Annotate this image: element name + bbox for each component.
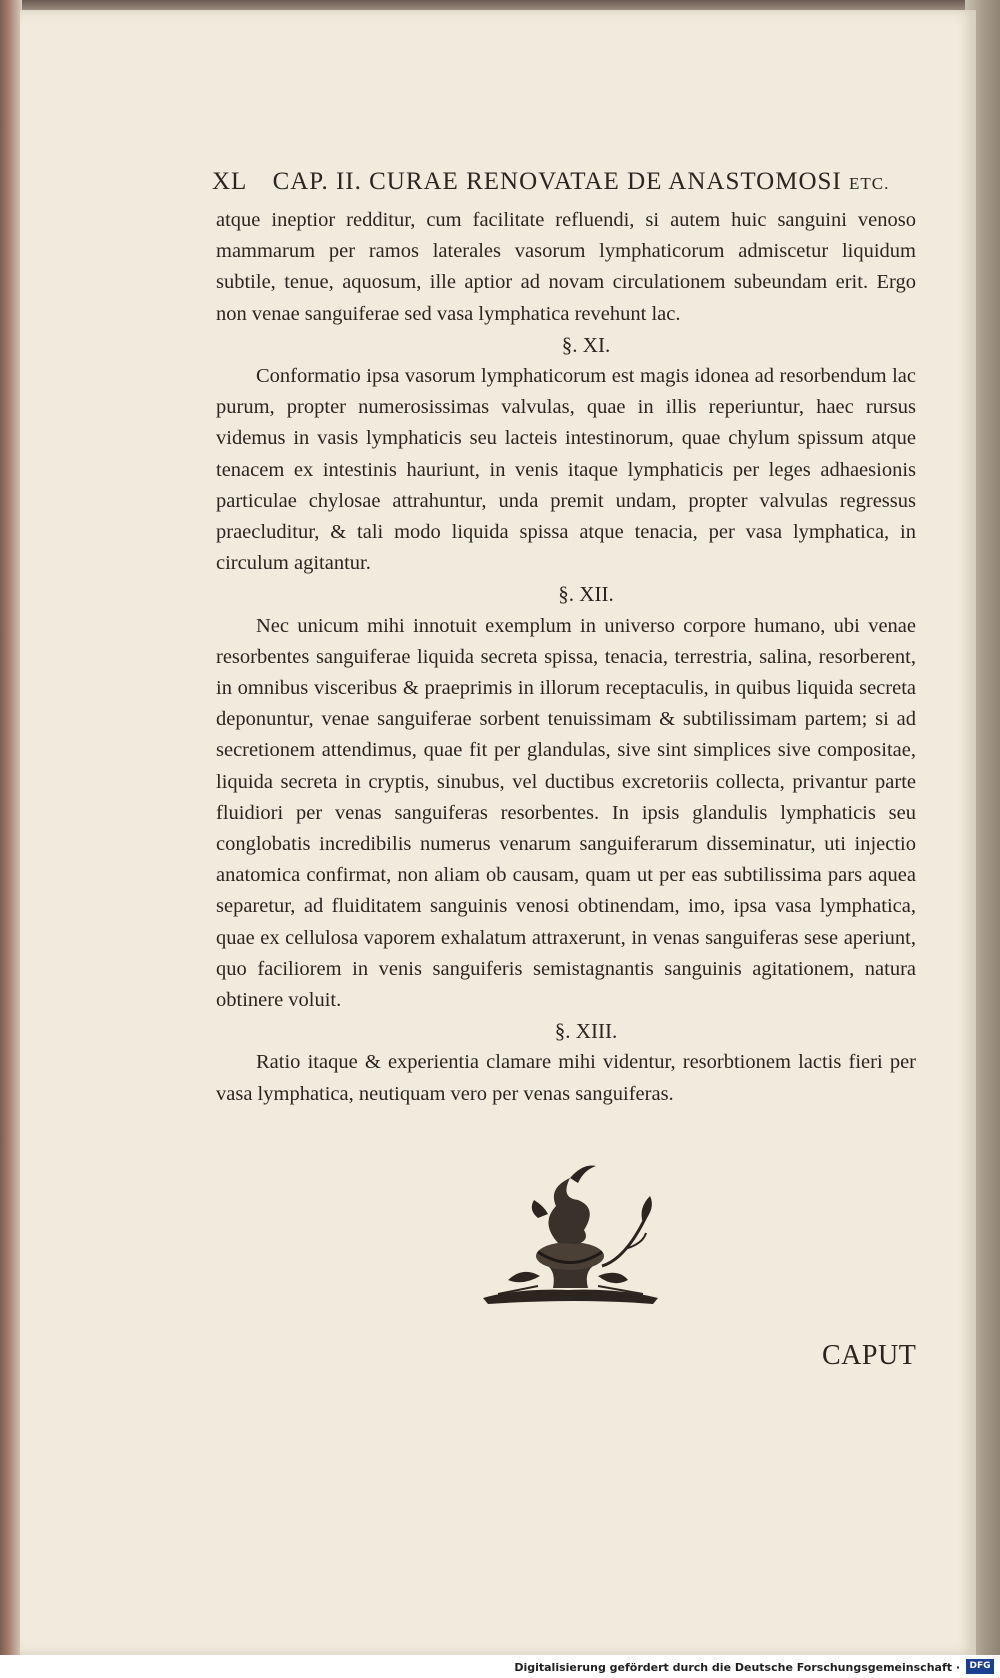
left-binding-edge: [0, 0, 22, 1655]
running-title: CAP. II. CURAE RENOVATAE DE ANASTOMOSI: [272, 168, 842, 195]
paragraph-xi: Conformatio ipsa vasorum lymphaticorum est magis idonea ad resorbendum lac purum, propter numerosissimas valvulas, quae in illis reperiuntur, haec rursus videmus in vasis lymphaticis seu lacteis intestinorum, quae chylum spissum atque tenacem ex intestinis hauriunt, in venis itaque lymphaticis per leges adhaesionis particulae chylosae attrahuntur, unda premit undam, propter valvulas regressus praecluditur, & tali modo liquida spissa atque tenacia, per vasa lymphatica, in circulum agitantur.: [216, 365, 916, 575]
running-title-suffix: ETC.: [848, 174, 890, 193]
paragraph-xiii: Ratio itaque & experientia clamare mihi videntur, resorbtionem lactis fieri per vasa lymphatica, neutiquam vero per venas sanguiferas.: [216, 1051, 916, 1105]
dfg-logo-icon: DFG: [966, 1659, 994, 1674]
running-head: [212, 168, 912, 196]
woodcut-vignette-icon: [478, 1148, 663, 1308]
body-text: [216, 205, 916, 1110]
section-heading-xiii: §. XIII.: [554, 1019, 618, 1044]
section-heading-xii: §. XII.: [558, 582, 614, 607]
section-heading-xi: §. XI.: [561, 332, 611, 357]
catchword: CAPUT: [822, 1340, 917, 1371]
paragraph-continued: atque ineptior redditur, cum facilitate refluendi, si autem huic sanguini venoso mammarum per ramos laterales vasorum lymphaticorum admiscetur liquidum subtile, tenue, aquosum, ille aptior ad novam circulationem subeundam erit. Ergo non venae sanguiferae sed vasa lymphatica revehunt lac.: [216, 209, 916, 325]
paragraph-xii: Nec unicum mihi innotuit exemplum in universo corpore humano, ubi venae resorbentes sanguiferae liquida secreta spissa, tenacia, terrestria, salina, resorberent, in omnibus visceribus & praeprimis in illorum receptaculis, in quibus liquida secreta deponuntur, venae sanguiferae sorbent tenuissimam & subtilissimam partem; si ad secretionem attendimus, quae fit per glandulas, sive sint simplices sive compositae, liquida secreta in cryptis, sinubus, vel ductibus excretoriis collecta, privantur parte fluidiori per venas sanguiferas resorbentes. In ipsis glandulis lymphaticis seu conglobatis incredibilis numerus venarum sanguiferarum disseminatur, uti injectio anatomica confirmat, non aliam ob causam, quam ut per eas subtilissima pars aquea separetur, ad fluiditatem sanguinis venosi obtinendam, imo, ipsa vasa lymphatica, quae ex cellulosa vaporem exhalatum attraxerunt, in venas sanguiferas sese aperiunt, quo faciliorem in venis sanguiferis semistagnantis sanguinis agitationem, natura obtinere voluit.: [216, 614, 916, 1012]
digitization-credit: Digitalisierung gefördert durch die Deutsche Forschungsgemeinschaft ·: [514, 1661, 960, 1674]
page-number: XL: [212, 168, 248, 195]
